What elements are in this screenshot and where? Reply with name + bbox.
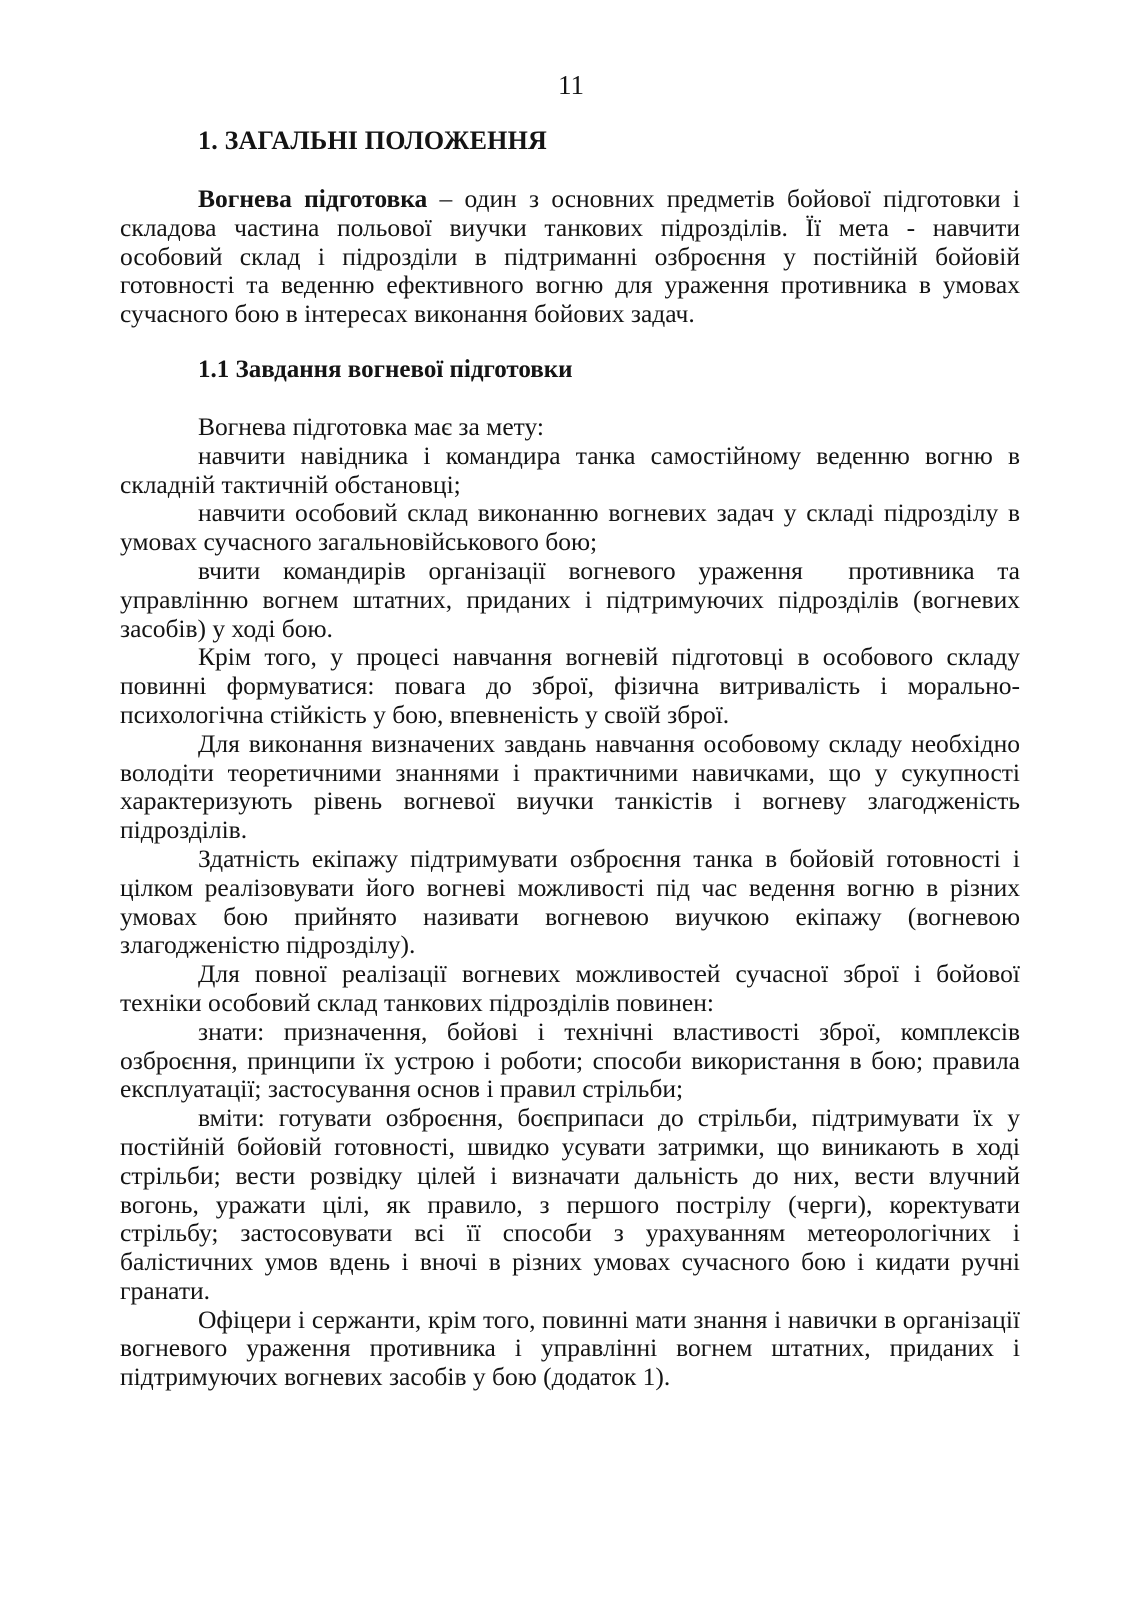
paragraph-moral-qualities: Крім того, у процесі навчання вогневій підготовці в особового складу повинні формуватися: повага до зброї, фізична витривалість і морально-психологічна стійкість у бою, впевненість у своїй зброї. <box>120 642 1027 729</box>
paragraph-purpose-intro: Вогнева підготовка має за мету: <box>198 411 544 441</box>
paragraph-lead <box>120 184 1027 329</box>
page-number: 11 <box>558 70 584 100</box>
heading-section-1-1: 1.1 Завдання вогневої підготовки <box>198 355 573 383</box>
paragraph-task-3: вчити командирів організації вогневого ураження противника та управлінню вогнем штатних, приданих і підтримуючих підрозділів (вогневих засобів) у ході бою. <box>120 555 1027 643</box>
paragraph-crew-proficiency: Здатність екіпажу підтримувати озброєння танка в бойовій готовності і цілком реалізовувати його вогневі можливості під час ведення вогню в різних умовах бою прийнято називати вогневою виучкою екіпажу (вогневою злагодженістю підрозділу). <box>120 843 1027 960</box>
page-content <box>120 126 1027 1392</box>
paragraph-must-intro: Для повної реалізації вогневих можливостей сучасної зброї і бойової техніки особовий склад танкових підрозділів повинен: <box>120 959 1027 1017</box>
paragraph-task-2: навчити особовий склад виконанню вогневих задач у складі підрозділу в умовах сучасного загальновійськового бою; <box>120 498 1027 557</box>
heading-gap <box>120 384 1020 413</box>
lead-term: Вогнева підготовка <box>198 184 428 213</box>
heading-section-1: 1. ЗАГАЛЬНІ ПОЛОЖЕННЯ <box>198 126 547 155</box>
paragraph-knowledge-skills: Для виконання визначених завдань навчання особовому складу необхідно володіти теоретичними знаннями і практичними навичками, що у сукупності характеризують рівень вогневої виучки танкістів і вогневу злагодженість підрозділів. <box>120 728 1027 845</box>
paragraph-must-know: знати: призначення, бойові і технічні властивості зброї, комплексів озброєння, принципи їх устрою і роботи; способи використання в бою; правила експлуатації; застосування основ і правил стрільби; <box>120 1016 1027 1104</box>
paragraph-must-be-able: вміти: готувати озброєння, боєприпаси до стрільби, підтримувати їх у постійній бойовій готовності, швидко усувати затримки, що виникають в ході стрільби; вести розвідку цілей і визначати дальність до них, вести влучний вогонь, уражати цілі, як правило, з першого пострілу (черги), коректувати стрільбу; застосовувати всі її способи з урахуванням метеорологічних і балістичних умов вдень і вночі в різних умовах сучасного бою і кидати ручні гранати. <box>120 1103 1027 1305</box>
paragraph-task-1: навчити навідника і командира танка самостійному веденню вогню в складній тактичній обстановці; <box>120 440 1027 499</box>
paragraph-officers-sergeants: Офіцери і сержанти, крім того, повинні мати знання і навички в організації вогневого ураження противника і управлінні вогнем штатних, приданих і підтримуючих вогневих засобів у бою (додаток 1). <box>120 1304 1027 1392</box>
lead-text: – один з основних предметів бойової підготовки і складова частина польової виучки танкових підрозділів. Її мета - навчити особовий склад і підрозділи в підтриманні озброєння у постійній бойовій готовності та веденню ефективного вогню для ураження противника в умовах сучасного бою в інтересах виконання бойових задач. <box>120 184 1027 329</box>
